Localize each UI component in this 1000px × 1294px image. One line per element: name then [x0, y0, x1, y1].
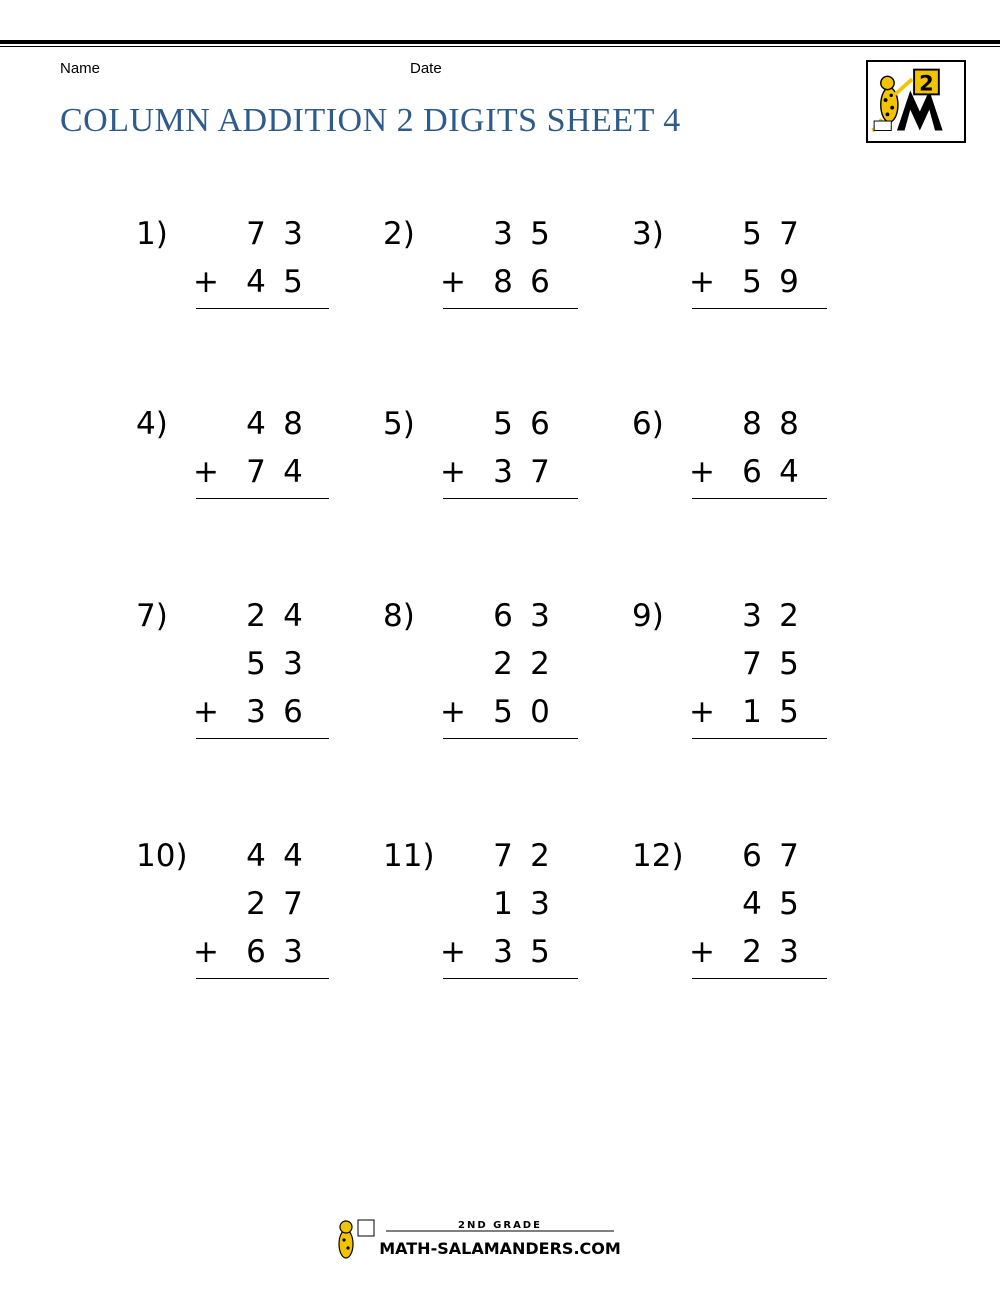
ones-digit: 4	[283, 598, 303, 634]
ones-digit: 5	[530, 216, 550, 252]
addend-row	[193, 448, 308, 496]
plus-sign: +	[193, 694, 219, 730]
ones-digit: 4	[283, 838, 303, 874]
ones-digit: 7	[283, 886, 303, 922]
ones-digit: 4	[283, 454, 303, 490]
tens-digit: 2	[246, 598, 266, 634]
addend-row	[694, 640, 804, 688]
tens-digit: 3	[742, 598, 762, 634]
date-label: Date	[410, 60, 442, 77]
addend-row	[445, 210, 555, 258]
plus-sign: +	[689, 694, 715, 730]
tens-digit: 6	[742, 454, 762, 490]
addend-row	[198, 400, 308, 448]
tens-digit: 1	[742, 694, 762, 730]
ones-digit: 7	[530, 454, 550, 490]
logo-digit: 2	[919, 71, 934, 96]
sum-line	[443, 498, 578, 499]
addend-row	[445, 832, 555, 880]
plus-sign: +	[440, 454, 466, 490]
sum-line	[443, 738, 578, 739]
sum-line	[692, 308, 827, 309]
plus-sign: +	[440, 934, 466, 970]
addend-row	[694, 880, 804, 928]
sum-line	[196, 308, 329, 309]
problem-number: 4)	[136, 406, 168, 442]
plus-sign: +	[193, 264, 219, 300]
addend-row	[440, 928, 555, 976]
tens-digit: 4	[246, 838, 266, 874]
addend-row	[193, 258, 308, 306]
problem-number: 1)	[136, 216, 168, 252]
ones-digit: 8	[283, 406, 303, 442]
addend-row	[193, 928, 308, 976]
tens-digit: 7	[246, 454, 266, 490]
page-title: COLUMN ADDITION 2 DIGITS SHEET 4	[60, 102, 681, 139]
tens-digit: 2	[493, 646, 513, 682]
tens-digit: 7	[246, 216, 266, 252]
tens-digit: 4	[246, 264, 266, 300]
ones-digit: 9	[779, 264, 799, 300]
sum-line	[443, 978, 578, 979]
ones-digit: 7	[779, 216, 799, 252]
addend-row	[694, 400, 804, 448]
ones-digit: 5	[283, 264, 303, 300]
addend-row	[198, 640, 308, 688]
tens-digit: 6	[493, 598, 513, 634]
addend-row	[445, 880, 555, 928]
sum-line	[443, 308, 578, 309]
tens-digit: 2	[246, 886, 266, 922]
ones-digit: 6	[530, 264, 550, 300]
plus-sign: +	[689, 264, 715, 300]
problem-number: 3)	[632, 216, 664, 252]
tens-digit: 8	[742, 406, 762, 442]
tens-digit: 5	[246, 646, 266, 682]
problem-number: 2)	[383, 216, 415, 252]
sum-line	[692, 738, 827, 739]
problem-number: 7)	[136, 598, 168, 634]
ones-digit: 6	[530, 406, 550, 442]
addend-row	[694, 592, 804, 640]
addend-row	[689, 928, 804, 976]
ones-digit: 3	[283, 934, 303, 970]
ones-digit: 6	[283, 694, 303, 730]
problem-number: 10)	[136, 838, 188, 874]
addend-row	[445, 640, 555, 688]
addend-row	[440, 258, 555, 306]
addend-row	[198, 210, 308, 258]
footer-site-text: MATH-SALAMANDERS.COM	[379, 1239, 621, 1258]
tens-digit: 5	[493, 406, 513, 442]
tens-digit: 3	[493, 934, 513, 970]
tens-digit: 1	[493, 886, 513, 922]
addend-row	[445, 592, 555, 640]
plus-sign: +	[193, 454, 219, 490]
sum-line	[196, 738, 329, 739]
problem-number: 9)	[632, 598, 664, 634]
plus-sign: +	[689, 454, 715, 490]
ones-digit: 5	[779, 646, 799, 682]
tens-digit: 5	[742, 216, 762, 252]
plus-sign: +	[440, 264, 466, 300]
addend-row	[198, 880, 308, 928]
tens-digit: 6	[742, 838, 762, 874]
problem-number: 6)	[632, 406, 664, 442]
tens-digit: 5	[493, 694, 513, 730]
plus-sign: +	[689, 934, 715, 970]
addend-row	[198, 592, 308, 640]
tens-digit: 2	[742, 934, 762, 970]
ones-digit: 4	[779, 454, 799, 490]
ones-digit: 2	[779, 598, 799, 634]
sum-line	[196, 978, 329, 979]
ones-digit: 3	[530, 886, 550, 922]
plus-sign: +	[193, 934, 219, 970]
problem-number: 5)	[383, 406, 415, 442]
ones-digit: 2	[530, 646, 550, 682]
tens-digit: 7	[493, 838, 513, 874]
addend-row	[198, 832, 308, 880]
salamander-footer-icon	[332, 1218, 622, 1262]
addend-row	[694, 210, 804, 258]
ones-digit: 3	[530, 598, 550, 634]
addend-row	[445, 400, 555, 448]
ones-digit: 3	[283, 216, 303, 252]
ones-digit: 2	[530, 838, 550, 874]
plus-sign: +	[440, 694, 466, 730]
addend-row	[193, 688, 308, 736]
ones-digit: 3	[779, 934, 799, 970]
salamander-grade-2-logo-icon	[866, 60, 966, 143]
addend-row	[689, 258, 804, 306]
tens-digit: 3	[493, 216, 513, 252]
name-label: Name	[60, 60, 101, 77]
ones-digit: 3	[283, 646, 303, 682]
footer-grade-text: 2ND GRADE	[458, 1220, 542, 1231]
tens-digit: 3	[246, 694, 266, 730]
addend-row	[689, 688, 804, 736]
ones-digit: 5	[779, 886, 799, 922]
addend-row	[440, 448, 555, 496]
addend-row	[694, 832, 804, 880]
tens-digit: 4	[742, 886, 762, 922]
top-rule-thin	[0, 46, 1000, 47]
ones-digit: 7	[779, 838, 799, 874]
ones-digit: 5	[530, 934, 550, 970]
sum-line	[196, 498, 329, 499]
addend-row	[689, 448, 804, 496]
addend-row	[440, 688, 555, 736]
sum-line	[692, 498, 827, 499]
tens-digit: 4	[246, 406, 266, 442]
ones-digit: 0	[530, 694, 550, 730]
ones-digit: 8	[779, 406, 799, 442]
problem-number: 8)	[383, 598, 415, 634]
problem-number: 11)	[383, 838, 435, 874]
tens-digit: 5	[742, 264, 762, 300]
tens-digit: 7	[742, 646, 762, 682]
ones-digit: 5	[779, 694, 799, 730]
tens-digit: 3	[493, 454, 513, 490]
problem-number: 12)	[632, 838, 684, 874]
sum-line	[692, 978, 827, 979]
tens-digit: 6	[246, 934, 266, 970]
tens-digit: 8	[493, 264, 513, 300]
top-rule-thick	[0, 40, 1000, 44]
